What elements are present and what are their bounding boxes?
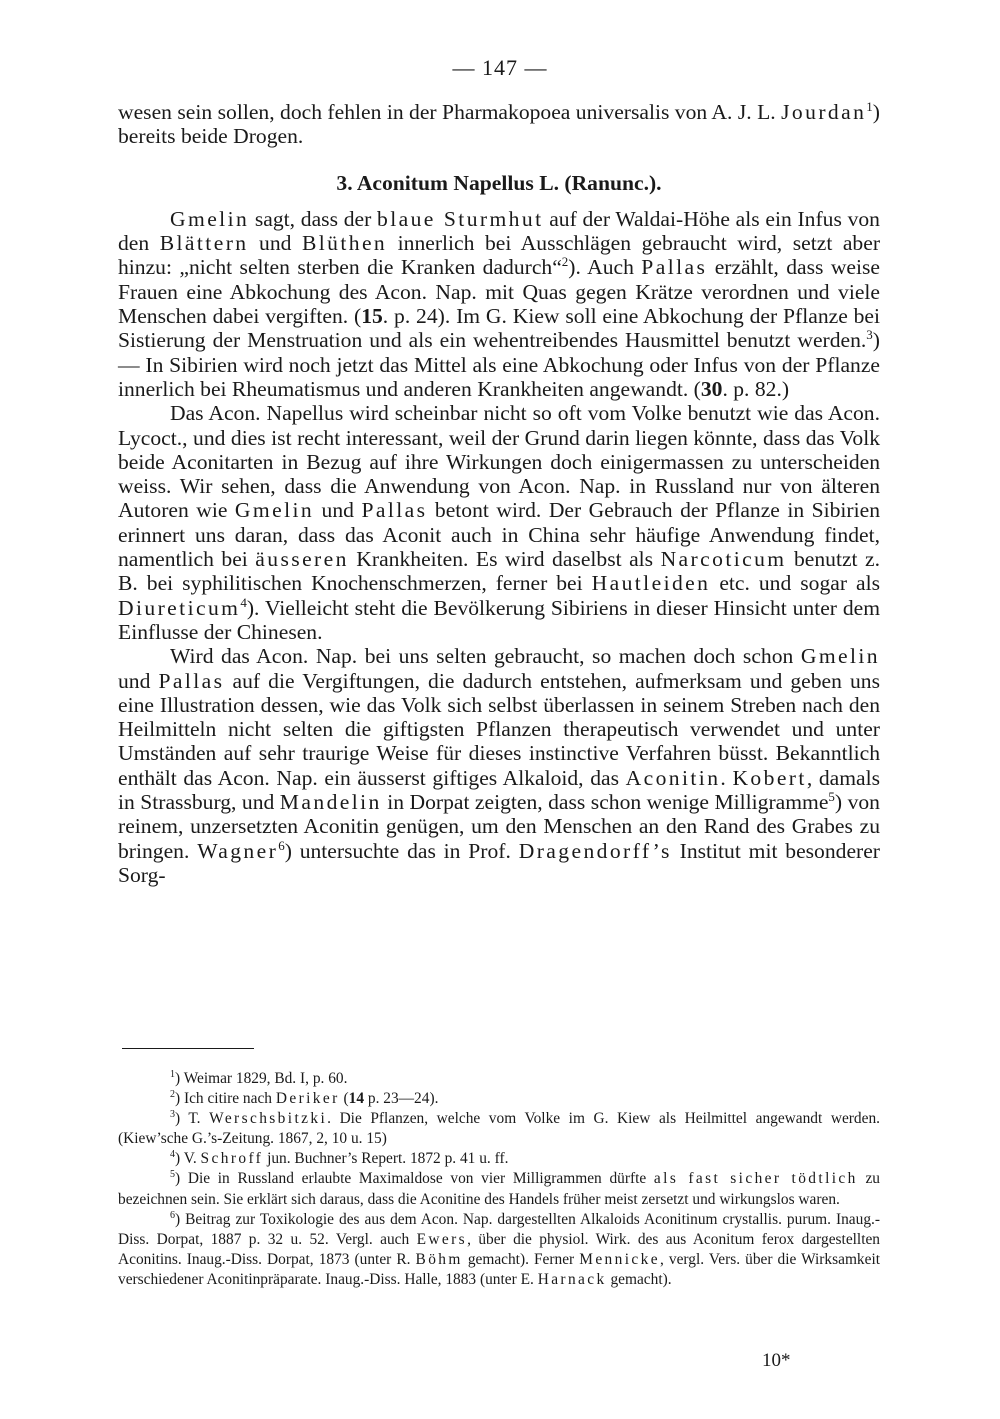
footnote-divider: [122, 1048, 254, 1049]
text-run: ) Die in Russland erlaubte Maximaldose von vier Milligrammen dürfte: [175, 1170, 654, 1188]
paragraph-gmelin: [118, 207, 880, 401]
text-run: Mandelin: [279, 790, 382, 815]
text-run: Gmelin: [234, 498, 315, 523]
paragraph-poisoning: [118, 644, 880, 887]
footnote-ref: 3: [866, 327, 873, 343]
footnote-ref: 6: [170, 1209, 175, 1221]
text-run: Krankheiten. Es wird daselbst als: [348, 547, 661, 572]
text-run: ). Auch: [568, 255, 642, 280]
text-run: ) V.: [175, 1150, 201, 1168]
text-run: (: [339, 1090, 349, 1108]
text-run: ) — In Sibirien wird noch jetzt das Mittel als eine Abkochung oder Infus von der Pflanze innerlich bei Rheumatismus und anderen Krankheiten angewandt. (: [118, 328, 880, 401]
text-run: Hautleiden: [591, 571, 711, 596]
footnote-6: [118, 1210, 880, 1290]
text-run: .: [720, 765, 733, 790]
text-run: ) Weimar 1829, Bd. I, p. 60.: [175, 1070, 348, 1087]
text-run: Deriker: [275, 1090, 340, 1108]
footnote-ref: 3: [170, 1109, 175, 1121]
text-run: Wird das Acon. Nap. bei uns selten gebraucht, so machen doch schon: [170, 644, 801, 669]
paragraph-continuation: [118, 100, 880, 149]
footnote-ref: 6: [278, 837, 285, 853]
text-run: Wagner: [197, 838, 279, 863]
text-run: in Dorpat zeigten, dass schon wenige Milligramme: [381, 790, 829, 815]
text-run: äusseren: [255, 547, 349, 572]
text-run: zu bezeichnen sein. Sie erklärt sich daraus, dass die Aconitine des Handels früher meist zersetzt und wirkungslos waren.: [118, 1170, 881, 1208]
footnote-ref: 5: [170, 1169, 175, 1181]
text-run: Blüthen: [301, 231, 388, 256]
text-run: erzählt, dass weise Frauen eine Abkochung des Acon. Nap. mit Quas gegen Krätze verordnen und viele Menschen dabei vergiften. (: [118, 255, 881, 329]
text-run: wesen sein sollen, doch fehlen in der Pharmakopoea universalis von A. J. L.: [118, 100, 782, 124]
text-run: auf der Waldai-Höhe als ein Infus von den: [118, 206, 880, 256]
text-run: Aconitin: [625, 765, 721, 790]
footnote-ref: 1: [170, 1069, 175, 1080]
text-run: ) Ich citire nach: [175, 1090, 276, 1108]
text-run: 14: [348, 1090, 365, 1108]
signature-mark: 10*: [762, 1350, 791, 1371]
text-run: und: [118, 668, 159, 693]
text-run: und: [314, 498, 362, 523]
text-run: sagt, dass der: [249, 206, 377, 231]
footnote-3: [118, 1109, 880, 1149]
text-run: Blättern: [159, 231, 249, 256]
text-run: Diureticum: [118, 595, 241, 620]
text-run: Jourdan: [781, 100, 867, 124]
text-run: etc. und sogar als: [710, 571, 880, 596]
text-run: und: [248, 231, 302, 256]
text-run: innerlich bei Ausschlägen gebraucht wird, setzt aber hinzu: „nicht selten sterben die Kranken dadurch“: [118, 231, 881, 280]
text-run: ) T.: [175, 1110, 210, 1128]
text-run: gemacht).: [606, 1270, 672, 1288]
text-run: gemacht). Ferner: [462, 1250, 580, 1268]
text-run: als fast sicher tödtlich: [653, 1170, 858, 1188]
footnote-ref: 2: [170, 1089, 175, 1101]
text-run: Dragendorff’s: [518, 838, 672, 863]
text-run: Narcoticum: [660, 547, 787, 572]
text-run: , über die physiol. Wirk. des aus Aconitum ferox dargestellten Aconitins. Inaug.-Diss. Dorpat, 1873 (unter R.: [118, 1230, 881, 1268]
text-run: Harnack: [537, 1270, 607, 1288]
text-run: , damals in Strassburg, und: [118, 765, 881, 815]
text-run: Pallas: [641, 255, 708, 280]
text-run: Pallas: [361, 498, 428, 523]
text-run: ). Vielleicht steht die Bevölkerung Sibiriens in dieser Hinsicht unter dem Einflusse der Chinesen.: [118, 595, 880, 644]
section-heading: [118, 171, 880, 195]
text-run: Werschsbitzki: [209, 1110, 328, 1128]
text-run: 30: [700, 376, 723, 401]
footnote-5: [118, 1169, 880, 1209]
text-run: . p. 24). Im G. Kiew soll eine Abkochung der Pflanze bei Sistierung der Menstruation und als ein wehentreibendes Hausmittel benutzt werden.: [118, 304, 881, 353]
page-number: — 147 —: [452, 55, 548, 80]
text-run: ) von reinem, unzersetzten Aconitin genügen, um den Menschen an den Rand des Grabes zu bringen.: [118, 790, 880, 863]
text-run: 3. Aconitum Napellus L. (Ranunc.).: [336, 170, 662, 195]
text-run: Institut mit besonderer Sorg-: [118, 838, 880, 887]
footnote-4: [118, 1149, 880, 1169]
text-run: Ewers: [416, 1230, 468, 1248]
text-run: ) untersuchte das in Prof.: [284, 838, 519, 863]
text-run: Das Acon. Napellus wird scheinbar nicht so oft vom Volke benutzt wie das Acon. Lycoct., und dies ist recht interessant, weil der Grund darin liegen könnte, dass das Volk beide Aconitarten in Bezug auf ihre Wirkungen doch einigermassen zu unterscheiden weiss. Wir sehen, dass die Anwendung von Acon. Nap. in Russland nur von älteren Autoren wie: [118, 401, 880, 523]
text-run: Gmelin: [170, 206, 250, 231]
text-run: Böhm: [415, 1250, 463, 1268]
text-run: ) bereits beide Drogen.: [118, 100, 880, 149]
footnote-ref: 4: [240, 594, 247, 610]
text-run: Schroff: [200, 1150, 264, 1168]
paragraph-napellus-usage: [118, 401, 880, 644]
body-text: [118, 100, 880, 887]
footnote-ref: 4: [170, 1149, 175, 1161]
text-run: ) Beitrag zur Toxikologie des aus dem Acon. Nap. dargestellten Alkaloids Aconitinum crystallis. purum. Inaug.-Diss. Dorpat, 1887 p. 32 u. 52. Vergl. auch: [118, 1210, 880, 1248]
text-run: jun. Buchner’s Repert. 1872 p. 41 u. ff.: [263, 1150, 509, 1168]
text-run: betont wird. Der Gebrauch der Pflanze in Sibirien erinnert uns daran, dass das Aconit auch in China sehr häufige Anwendung findet, namentlich bei: [118, 498, 881, 572]
footnote-ref: 1: [866, 99, 873, 114]
text-run: 15: [361, 304, 383, 329]
footnote-1: [118, 1069, 880, 1089]
text-run: p. 23—24).: [364, 1090, 439, 1108]
footnotes: [118, 1069, 880, 1290]
text-run: blaue Sturmhut: [377, 206, 544, 231]
text-run: . Die Pflanzen, welche vom Volke im G. Kiew als Heilmittel angewandt werden. (Kiew’sche G.’s-Zeitung. 1867, 2, 10 u. 15): [118, 1110, 881, 1148]
text-run: auf die Vergiftungen, die dadurch entstehen, aufmerksam und geben uns eine Illustration dessen, wie das Volk sich selbst überlassen in seinem Streben nach den Heilmitteln nicht selten die giftigsten Pflanzen therapeutisch verwendet und unter Umständen auf sehr traurige Weise für dieses instinctive Verfahren büsst. Bekanntlich enthält das Acon. Nap. ein äusserst giftiges Alkaloid, das: [118, 668, 880, 790]
text-run: . p. 82.): [722, 376, 790, 401]
text-run: Pallas: [158, 668, 225, 693]
footnote-ref: 2: [561, 254, 569, 270]
footnote-ref: 5: [828, 789, 835, 805]
text-run: benutzt z. B. bei syphilitischen Knochenschmerzen, ferner bei: [118, 547, 880, 596]
footnote-2: [118, 1089, 880, 1109]
text-run: Kobert: [732, 765, 807, 790]
text-run: Mennicke: [579, 1250, 660, 1268]
text-run: , vergl. Vers. über die Wirksamkeit verschiedener Aconitinpräparate. Inaug.-Diss. Halle, 1883 (unter E.: [118, 1250, 880, 1288]
text-run: Gmelin: [800, 644, 880, 669]
